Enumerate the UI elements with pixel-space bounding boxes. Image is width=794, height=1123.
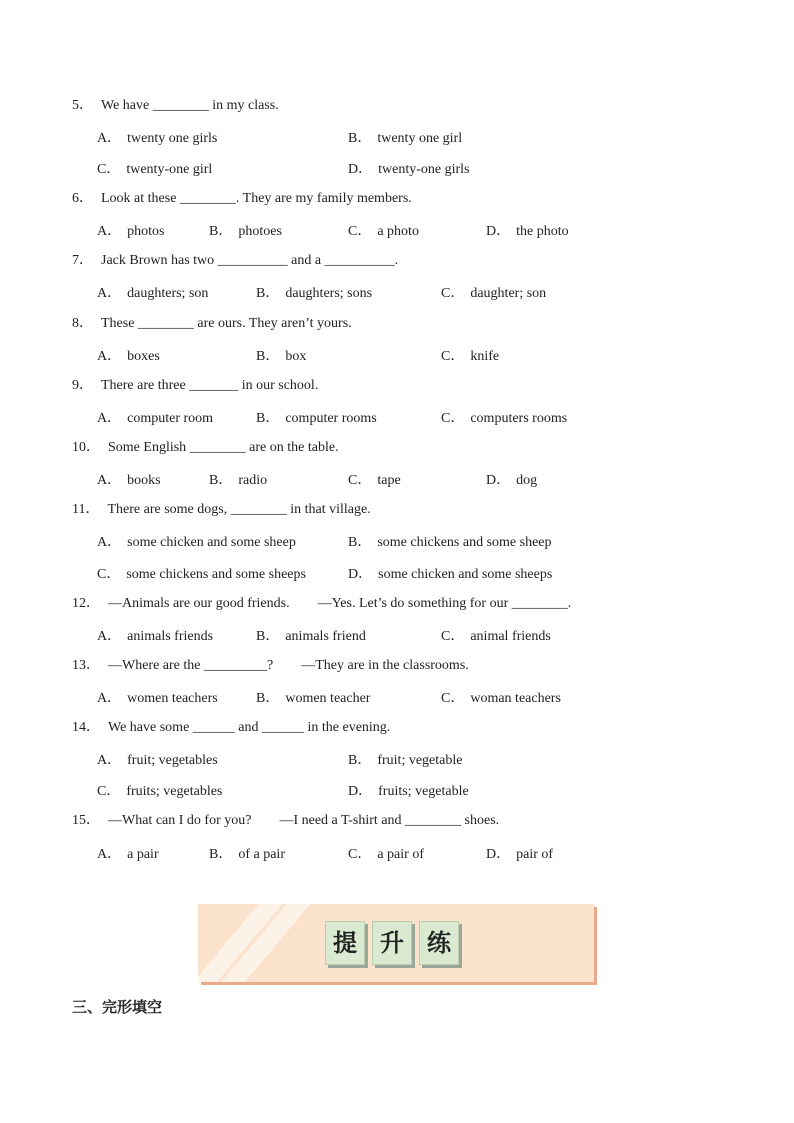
option-b[interactable]: [348, 749, 462, 769]
banner-char: 练: [419, 921, 459, 965]
option-c[interactable]: [97, 563, 306, 583]
question-number: 15．: [72, 813, 100, 828]
option-a[interactable]: [97, 687, 218, 707]
question-stem: Some English ________ are on the table.: [108, 440, 339, 455]
option-letter: A．: [97, 349, 122, 364]
option-letter: D．: [348, 784, 373, 799]
option-letter: B．: [348, 535, 372, 550]
option-c[interactable]: [348, 220, 419, 240]
option-d[interactable]: [348, 158, 470, 178]
option-letter: C．: [441, 349, 465, 364]
option-letter: D．: [486, 847, 511, 862]
question-number: 10．: [72, 440, 100, 455]
question-number: 5．: [72, 98, 93, 113]
option-letter: C．: [441, 286, 465, 301]
option-text: twenty one girls: [127, 131, 218, 146]
option-b[interactable]: [348, 127, 462, 147]
option-letter: A．: [97, 629, 122, 644]
option-letter: C．: [348, 473, 372, 488]
option-letter: C．: [441, 411, 465, 426]
question-5: [72, 96, 279, 116]
question-7: [72, 251, 398, 271]
option-letter: B．: [256, 691, 280, 706]
option-text: twenty-one girl: [126, 162, 213, 177]
option-c[interactable]: [348, 469, 401, 489]
option-letter: B．: [256, 629, 280, 644]
section-title: 三、完形填空: [72, 998, 163, 1016]
question-number: 11．: [72, 502, 100, 517]
option-letter: B．: [348, 131, 372, 146]
option-b[interactable]: [256, 625, 366, 645]
option-text: pair of: [516, 847, 554, 862]
option-b[interactable]: [209, 469, 267, 489]
option-c[interactable]: [441, 687, 561, 707]
section-banner: [198, 904, 594, 982]
option-text: fruit; vegetable: [377, 753, 463, 768]
option-letter: A．: [97, 847, 122, 862]
option-text: daughters; son: [127, 286, 209, 301]
option-d[interactable]: [348, 780, 469, 800]
option-letter: A．: [97, 411, 122, 426]
question-11: [72, 500, 371, 520]
option-text: of a pair: [238, 847, 285, 862]
question-stem: There are some dogs, ________ in that village.: [107, 502, 371, 517]
option-letter: C．: [348, 224, 372, 239]
option-a[interactable]: [97, 469, 161, 489]
option-text: animals friend: [285, 629, 366, 644]
option-c[interactable]: [441, 282, 546, 302]
option-d[interactable]: [348, 563, 552, 583]
banner-char: 升: [372, 921, 412, 965]
option-text: women teachers: [127, 691, 218, 706]
option-text: boxes: [127, 349, 160, 364]
option-text: some chicken and some sheeps: [378, 567, 553, 582]
question-number: 9．: [72, 378, 93, 393]
option-a[interactable]: [97, 345, 160, 365]
question-14: [72, 718, 390, 738]
option-c[interactable]: [97, 158, 212, 178]
option-text: fruits; vegetables: [126, 784, 223, 799]
banner-char: 提: [325, 921, 365, 965]
option-letter: B．: [348, 753, 372, 768]
option-c[interactable]: [441, 407, 567, 427]
option-letter: A．: [97, 224, 122, 239]
option-b[interactable]: [209, 220, 282, 240]
question-8: [72, 314, 352, 334]
question-stem: —Animals are our good friends. —Yes. Let’s do something for our ________.: [108, 596, 572, 611]
question-15: [72, 811, 499, 831]
question-9: [72, 376, 318, 396]
option-b[interactable]: [348, 531, 552, 551]
option-text: a pair of: [377, 847, 424, 862]
option-letter: A．: [97, 753, 122, 768]
question-number: 12．: [72, 596, 100, 611]
option-text: dog: [516, 473, 538, 488]
option-c[interactable]: [441, 625, 551, 645]
option-letter: B．: [256, 349, 280, 364]
question-stem: Look at these ________. They are my family members.: [101, 191, 412, 206]
option-text: computers rooms: [470, 411, 568, 426]
option-b[interactable]: [256, 687, 370, 707]
option-text: photos: [127, 224, 165, 239]
option-letter: A．: [97, 691, 122, 706]
option-c[interactable]: [97, 780, 222, 800]
option-text: computer rooms: [285, 411, 377, 426]
option-a[interactable]: [97, 127, 217, 147]
option-a[interactable]: [97, 625, 213, 645]
question-number: 6．: [72, 191, 93, 206]
option-text: the photo: [516, 224, 569, 239]
option-letter: A．: [97, 286, 122, 301]
question-stem: We have ________ in my class.: [101, 98, 279, 113]
option-text: animal friends: [470, 629, 551, 644]
question-10: [72, 438, 339, 458]
question-12: [72, 594, 571, 614]
option-text: a photo: [377, 224, 419, 239]
option-letter: C．: [441, 691, 465, 706]
option-letter: D．: [348, 162, 373, 177]
option-a[interactable]: [97, 843, 159, 863]
option-d[interactable]: [486, 843, 553, 863]
option-a[interactable]: [97, 282, 208, 302]
option-letter: A．: [97, 131, 122, 146]
option-text: daughter; son: [470, 286, 547, 301]
option-letter: D．: [486, 224, 511, 239]
option-text: twenty one girl: [377, 131, 463, 146]
option-letter: B．: [209, 224, 233, 239]
question-stem: There are three _______ in our school.: [101, 378, 319, 393]
option-c[interactable]: [441, 345, 499, 365]
option-letter: C．: [97, 784, 121, 799]
option-d[interactable]: [486, 469, 537, 489]
option-a[interactable]: [97, 220, 164, 240]
option-text: books: [127, 473, 161, 488]
question-number: 8．: [72, 316, 93, 331]
option-text: a pair: [127, 847, 159, 862]
option-text: some chicken and some sheep: [127, 535, 296, 550]
option-text: woman teachers: [470, 691, 561, 706]
question-number: 13．: [72, 658, 100, 673]
option-b[interactable]: [256, 345, 306, 365]
question-stem: We have some ______ and ______ in the evening.: [108, 720, 391, 735]
option-text: knife: [470, 349, 500, 364]
option-d[interactable]: [486, 220, 569, 240]
option-text: fruit; vegetables: [127, 753, 218, 768]
option-text: tape: [377, 473, 401, 488]
option-letter: A．: [97, 473, 122, 488]
question-stem: These ________ are ours. They aren’t yours.: [101, 316, 352, 331]
option-letter: B．: [256, 411, 280, 426]
question-stem: —What can I do for you? —I need a T-shirt and ________ shoes.: [108, 813, 500, 828]
option-text: computer room: [127, 411, 214, 426]
option-text: radio: [238, 473, 268, 488]
option-text: daughters; sons: [285, 286, 373, 301]
option-b[interactable]: [256, 282, 372, 302]
option-a[interactable]: [97, 531, 296, 551]
option-a[interactable]: [97, 749, 218, 769]
option-text: photoes: [238, 224, 282, 239]
option-letter: C．: [348, 847, 372, 862]
option-a[interactable]: [97, 407, 213, 427]
option-text: animals friends: [127, 629, 214, 644]
option-text: some chickens and some sheep: [377, 535, 552, 550]
option-letter: C．: [97, 162, 121, 177]
option-letter: C．: [441, 629, 465, 644]
question-stem: Jack Brown has two __________ and a __________.: [101, 253, 399, 268]
option-letter: A．: [97, 535, 122, 550]
option-text: twenty-one girls: [378, 162, 470, 177]
option-letter: B．: [256, 286, 280, 301]
option-letter: D．: [486, 473, 511, 488]
option-text: fruits; vegetable: [378, 784, 469, 799]
option-b[interactable]: [209, 843, 285, 863]
question-6: [72, 189, 412, 209]
question-13: [72, 656, 469, 676]
question-stem: —Where are the _________? —They are in the classrooms.: [108, 658, 469, 673]
option-letter: B．: [209, 473, 233, 488]
option-letter: D．: [348, 567, 373, 582]
option-text: box: [285, 349, 307, 364]
question-number: 7．: [72, 253, 93, 268]
option-text: women teacher: [285, 691, 371, 706]
option-letter: C．: [97, 567, 121, 582]
option-c[interactable]: [348, 843, 424, 863]
option-text: some chickens and some sheeps: [126, 567, 306, 582]
option-letter: B．: [209, 847, 233, 862]
option-b[interactable]: [256, 407, 377, 427]
question-number: 14．: [72, 720, 100, 735]
